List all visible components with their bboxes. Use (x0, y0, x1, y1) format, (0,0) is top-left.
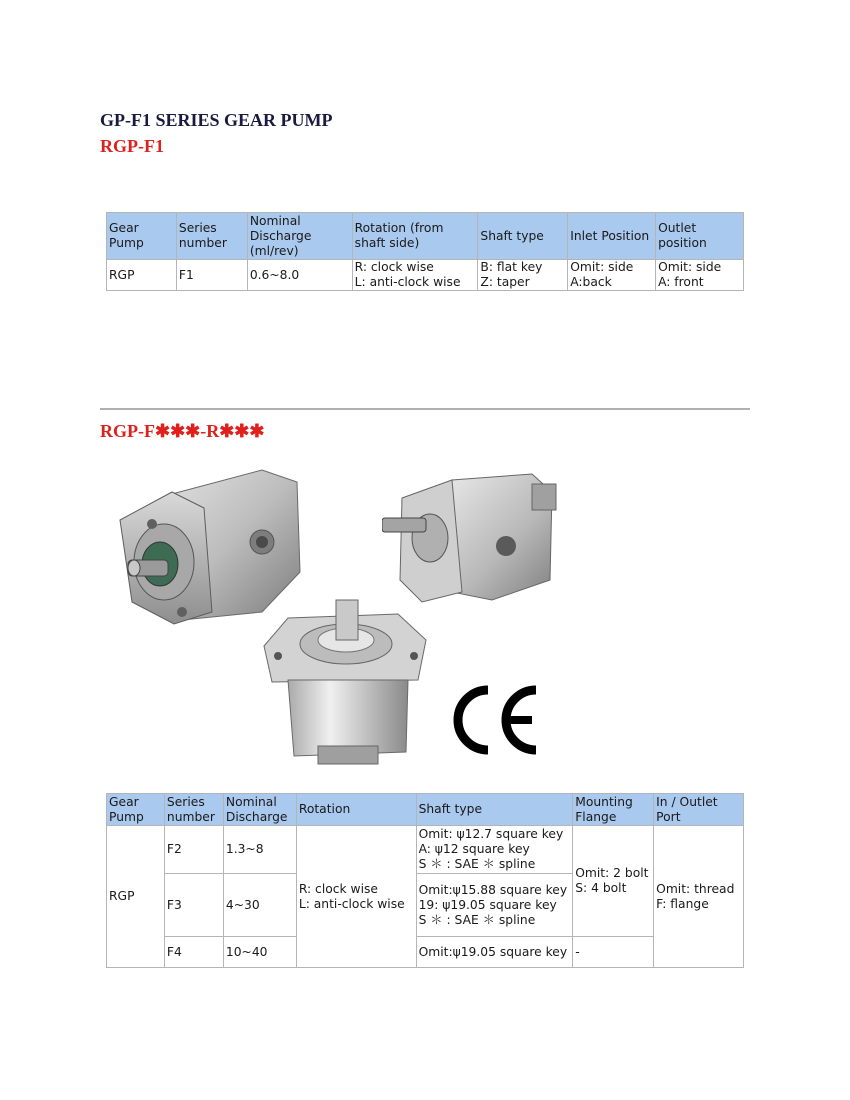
shaft-line: 19: ψ19.05 square key (418, 897, 557, 912)
rotation-l: L: anti-clock wise (354, 275, 461, 289)
shaft-line: S ＊ : SAE ＊ spline (418, 912, 536, 927)
header-cell: Rotation (from shaft side) (352, 213, 478, 260)
cell-outlet (656, 260, 744, 291)
header-cell: In / Outlet Port (654, 794, 744, 826)
page-title: GP-F1 SERIES GEAR PUMP (100, 110, 333, 130)
mounting-s: S: 4 bolt (575, 881, 627, 895)
header-cell: Rotation (296, 794, 416, 826)
cell-pump: RGP (107, 826, 165, 968)
shaft-z: Z: taper (480, 275, 530, 289)
port-omit: Omit: thread (656, 881, 735, 896)
cell-discharge: 10~40 (223, 937, 296, 968)
section-divider (100, 408, 750, 410)
cell-port (654, 826, 744, 968)
inlet-a: A:back (570, 275, 612, 289)
header-cell: Shaft type (478, 213, 568, 260)
gear-pump-image-top (258, 596, 430, 766)
table-row (107, 937, 744, 968)
cell-inlet (568, 260, 656, 291)
table-row (107, 260, 744, 291)
outlet-omit: Omit: side (658, 260, 722, 274)
shaft-line: A: ψ12 square key (418, 842, 530, 856)
cell-mounting (573, 826, 654, 937)
spec-table-f2-f4 (106, 793, 744, 968)
spec-table-f1 (106, 212, 744, 291)
outlet-a: A: front (658, 275, 704, 289)
shaft-line: S ＊ : SAE ＊ spline (418, 857, 536, 871)
model-subtitle: RGP-F1 (100, 136, 164, 156)
shaft-b: B: flat key (480, 260, 543, 274)
shaft-line: Omit:ψ19.05 square key (418, 944, 568, 959)
cell-rotation (296, 826, 416, 968)
ce-mark-icon (446, 684, 542, 756)
header-cell: Nominal Discharge (223, 794, 296, 826)
cell-series: F2 (164, 826, 223, 874)
header-cell: Outlet position (656, 213, 744, 260)
inlet-omit: Omit: side (570, 260, 634, 274)
table-header-row (107, 213, 744, 260)
cell-mounting: - (573, 937, 654, 968)
cell-discharge: 1.3~8 (223, 826, 296, 874)
cell-shaft (416, 937, 573, 968)
rotation-r: R: clock wise (354, 260, 434, 274)
table-header-row (107, 794, 744, 826)
header-cell: Mounting Flange (573, 794, 654, 826)
header-cell: Shaft type (416, 794, 573, 826)
cell-pump: RGP (107, 260, 177, 291)
header-cell: Inlet Position (568, 213, 656, 260)
cell-discharge: 4~30 (223, 874, 296, 937)
gear-pump-image-front (382, 470, 557, 605)
table-row (107, 826, 744, 874)
cell-series: F1 (176, 260, 247, 291)
shaft-line: Omit: ψ12.7 square key (418, 827, 564, 841)
header-cell: Gear Pump (107, 213, 177, 260)
cell-shaft (478, 260, 568, 291)
header-cell: Series number (176, 213, 247, 260)
cell-shaft (416, 874, 573, 937)
rotation-r: R: clock wise (298, 881, 378, 896)
model-code: RGP-F✱✱✱-R✱✱✱ (100, 421, 265, 441)
shaft-line: Omit:ψ15.88 square key (418, 882, 568, 897)
cell-discharge: 0.6~8.0 (247, 260, 352, 291)
cell-rotation (352, 260, 478, 291)
cell-shaft (416, 826, 573, 874)
header-cell: Gear Pump (107, 794, 165, 826)
cell-series: F3 (164, 874, 223, 937)
header-cell: Series number (164, 794, 223, 826)
mounting-omit: Omit: 2 bolt (575, 866, 649, 880)
cell-series: F4 (164, 937, 223, 968)
rotation-l: L: anti-clock wise (298, 896, 405, 911)
header-cell: Nominal Discharge (ml/rev) (247, 213, 352, 260)
port-f: F: flange (656, 896, 709, 911)
